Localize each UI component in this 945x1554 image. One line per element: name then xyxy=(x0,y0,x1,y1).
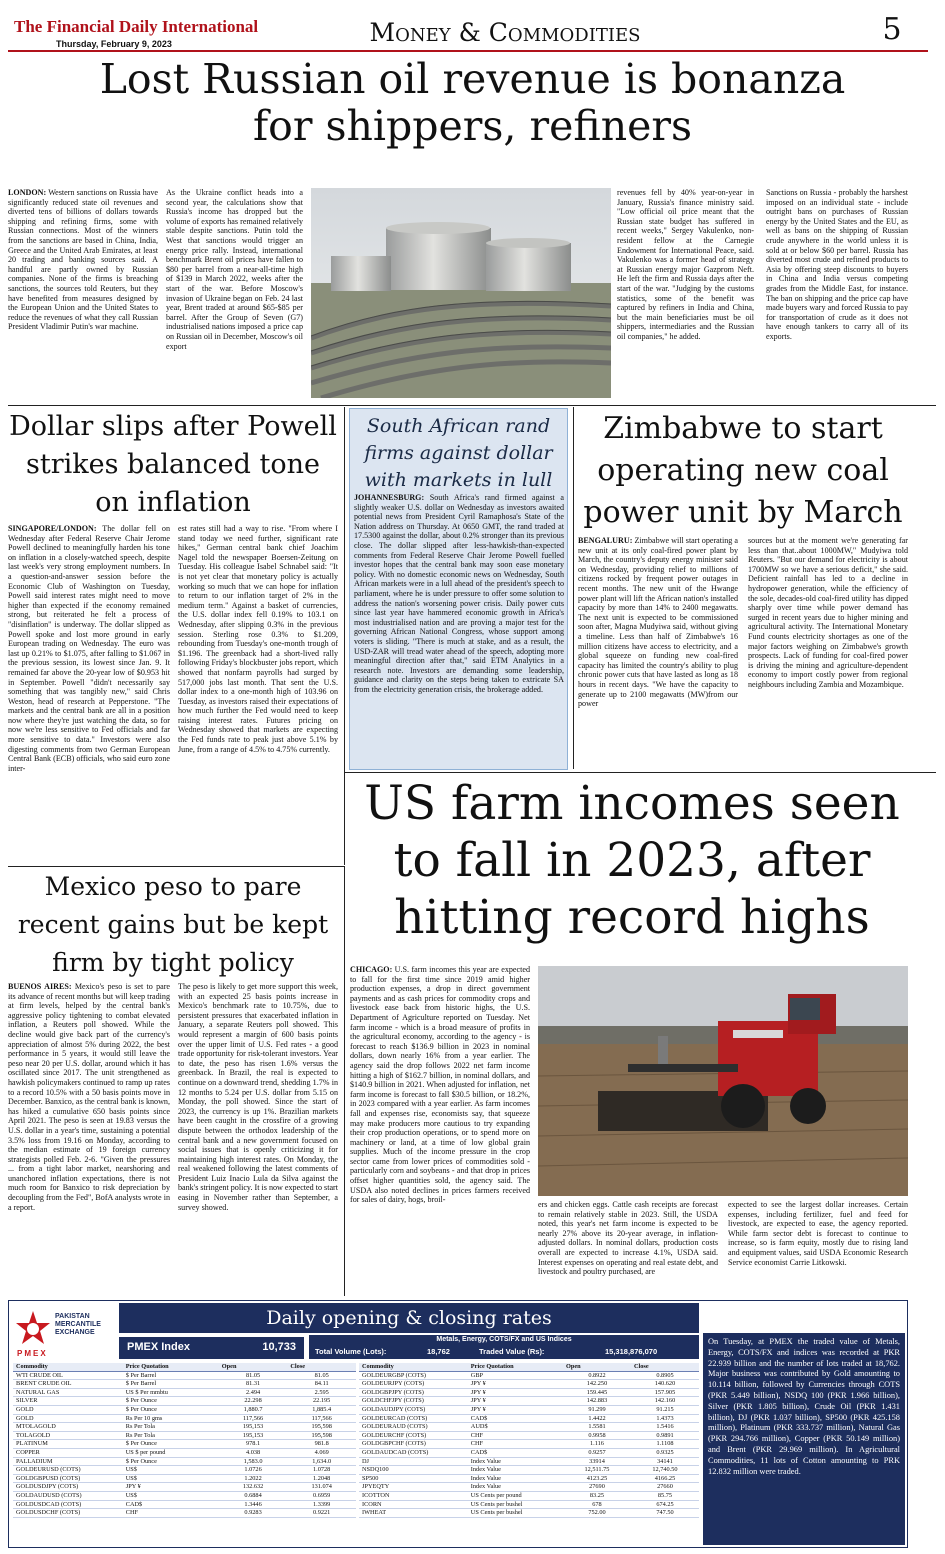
quotation-cell: GBP xyxy=(468,1371,563,1380)
story4-body-1: BENGALURU: Zimbabwe will start operating a new unit at its only coal-fired power plant by March, the country's deputy energy minister said on Wednesday, providing relief to millions of citizens rocked by frequent power outages in recent months. The new unit of the Hwange power plant will lift the African nation's installed capacity by more than 14% to 2400 megawatts. The next unit is expected to be commissioned soon after, Magna Mudyiwa said, without giving a timeline. Less than half of Zimbabwe's 16 million citizens have access to electricity, and a global squeeze on funding new coal-fired capacity has limited the country's ability to plug chronic power cuts that have lasted as long as 18 hours in recent days. "We have the capacity to generate up to 2100 megawatts (MW)from our power xyxy=(578,536,738,709)
commodity-cell: BRENT CRUDE OIL xyxy=(13,1380,123,1389)
close-cell: 85.75 xyxy=(631,1491,699,1500)
story2-column-1 xyxy=(8,524,170,864)
close-cell: 747.50 xyxy=(631,1509,699,1518)
story1-bottom-rule xyxy=(8,405,936,406)
rates-panel xyxy=(8,1300,908,1548)
metals-title: Metals, Energy, COTS/FX and US Indices xyxy=(436,1336,572,1343)
story3-headline: South African rand firms against dollar with markets in lull xyxy=(364,415,553,491)
quotation-cell: CHF xyxy=(468,1431,563,1440)
rates-left-body xyxy=(13,1371,356,1517)
page-number: 5 xyxy=(882,12,902,47)
story5-right-rule xyxy=(344,866,345,1296)
story5-top-rule xyxy=(8,866,345,867)
close-cell: 91.215 xyxy=(631,1405,699,1414)
commodity-cell: IWHEAT xyxy=(359,1509,468,1518)
story1-column-4 xyxy=(766,188,908,400)
close-cell: 157.905 xyxy=(631,1388,699,1397)
rates-row xyxy=(359,1491,699,1500)
story1-column-3 xyxy=(617,188,754,400)
close-cell: 117,566 xyxy=(287,1414,356,1423)
quotation-cell: CHF xyxy=(123,1509,219,1518)
story6-column-2 xyxy=(538,1200,718,1295)
commodity-cell: GOLD xyxy=(13,1414,123,1423)
commodity-cell: GOLDGBPUSD (COTS) xyxy=(13,1474,123,1483)
close-cell: 1.5416 xyxy=(631,1423,699,1432)
story5-headline: Mexico peso to pare recent gains but be kept firm by tight policy xyxy=(17,872,329,977)
rates-row xyxy=(359,1466,699,1475)
story2-headline: Dollar slips after Powell strikes balanced tone on inflation xyxy=(9,411,337,518)
dateline: BUENOS AIRES: xyxy=(8,982,72,991)
rates-banner xyxy=(119,1303,699,1333)
story5-body-1: BUENOS AIRES: Mexico's peso is set to pare its advance of recent months but will keep trading at firm levels, helped by the central bank's aggressive policy tightening to combat elevated inflation, a Reuters poll showed. While the decline would give back part of the currency's appreciation of almost 5% during 2022, the best performance in 5 years, it would still leave the peso near 20 per U.S. dollar, around which it has oscillated since 2017. The unit strengthened as hawkish policymakers continued to ramp up rates to a record 10.5% with a 50 basis points move in December. Banxico, as the central bank is known, has hiked a cumulative 650 basis points since April 2021. The peso is seen at 19.83 versus the U.S. dollar in a year's time, sustaining a potential 3.5% loss from 19.16 on Monday, according to the median estimate of 19 foreign currency strategists polled Feb. 2-6. "Given the pressures ... from a tight labor market, nearshoring and unanchored inflation expectations, there is not much room for Banxico to risk depreciation by decoupling from the Fed", BofA analysts wrote in a report. xyxy=(8,982,170,1212)
rates-row xyxy=(359,1440,699,1449)
commodity-cell: GOLDEURCHF (COTS) xyxy=(359,1431,468,1440)
traded-value-label: Traded Value (Rs): xyxy=(479,1347,545,1356)
open-cell: 978.1 xyxy=(219,1440,288,1449)
quotation-cell: Index Value xyxy=(468,1466,563,1475)
story3-right-rule xyxy=(573,407,574,769)
rates-row xyxy=(13,1466,356,1475)
close-cell: 0.9221 xyxy=(287,1509,356,1518)
dateline: CHICAGO: xyxy=(350,965,393,974)
section-title: Money & Commodities xyxy=(369,18,641,47)
quotation-cell: $ Per Barrel xyxy=(123,1380,219,1389)
story6-body-1: CHICAGO: U.S. farm incomes this year are expected to fall for the first time since 2019 amid higher production expenses, a drop in direct government payments and as cash prices for commodity crops and livestock ease back from historic highs, the U.S. Department of Agriculture reported on Tuesday. Net farm income - which is a broad measure of profits in the agricultural economy, according to the agency - is forecast to reach $136.9 billion in 2023 in nominal dollars, down nearly 16% from a year earlier. The agency said the drop follows 2022 net farm income hitting a high of $162.7 billion, in nominal dollars, and $140.9 billion in 2021. When adjusted for inflation, net farm income is forecast to fall $30.5 billion, or 18.2%, in 2023 compared with a year earlier. As farm incomes fall and expenses rise, economists say, that squeeze may make producers more cautious to try expanding their crop production operations, or to spend more on machinery or land, at a time of low global grain supplies. Much of the income pressure in the crop sector came from lower prices of commodities sold - particularly corn and soybeans - and that drop in prices offset higher quantities sold, the agency said. The USDA also noted declines in prices farmers received for sales of dairy, hogs, broil- xyxy=(350,965,530,1205)
story1-column-2 xyxy=(166,188,303,400)
story4-body-2: sources but at the moment we're generating far less than that..about 1000MW," Mudyiwa told Reuters. "But our demand for electricity is about 1700MW so we have a serious deficit," she said. Deficient rainfall has led to a decline in hydropower generation, while the efficiency of the sole, decades-old coal-fired utility has dipped sharply over time while power demand has surged in recent years due to higher mining and agricultural activity. The International Monetary Fund counts electricity shortages as one of the major factors weighing on Zimbabwe's growth prospects. Lack of funding for coal-fired power is driving the mining and agriculture-dependent economy to import costly power from regional neighbours including Zambia and Mozambique. xyxy=(748,536,908,689)
metals-header xyxy=(309,1335,699,1359)
rates-row xyxy=(359,1388,699,1397)
commodity-cell: GOLDEURAUD (COTS) xyxy=(359,1423,468,1432)
quotation-cell: US $ Per mmbtu xyxy=(123,1388,219,1397)
pmex-star-icon xyxy=(13,1309,53,1349)
open-cell: 33914 xyxy=(563,1457,631,1466)
close-cell: 1.0728 xyxy=(287,1466,356,1475)
open-cell: 1.116 xyxy=(563,1440,631,1449)
commodity-cell: GOLDCHFJPY (COTS) xyxy=(359,1397,468,1406)
rates-row xyxy=(359,1483,699,1492)
close-cell: 131.074 xyxy=(287,1483,356,1492)
pmex-index-label: PMEX Index xyxy=(127,1341,190,1353)
rates-table-right xyxy=(359,1363,699,1543)
open-cell: 752.00 xyxy=(563,1509,631,1518)
rates-left-header-row xyxy=(13,1363,356,1371)
close-cell: 34141 xyxy=(631,1457,699,1466)
rates-row xyxy=(359,1423,699,1432)
open-cell: 1.0726 xyxy=(219,1466,288,1475)
quotation-cell: CHF xyxy=(468,1440,563,1449)
close-cell: 1.1108 xyxy=(631,1440,699,1449)
quotation-cell: JPY ¥ xyxy=(123,1483,219,1492)
commodity-cell: WTI CRUDE OIL xyxy=(13,1371,123,1380)
rates-row xyxy=(13,1388,356,1397)
open-cell: 22.298 xyxy=(219,1397,288,1406)
rates-row xyxy=(359,1371,699,1380)
commodity-cell: ICORN xyxy=(359,1500,468,1509)
commodity-cell: GOLDGBPJPY (COTS) xyxy=(359,1388,468,1397)
masthead xyxy=(0,0,945,54)
col-close: Close xyxy=(631,1363,699,1371)
open-cell: 83.25 xyxy=(563,1491,631,1500)
story1-headline xyxy=(10,56,935,150)
story1-body-1: LONDON: Western sanctions on Russia have significantly reduced state oil revenues and diverted tens of billions of dollars towards shipping and refining firms, some with Russian connections. Most of the winners from the sanctions are based in China, India, Greece and the United Arab Emirates, at least 20 trading and banking sources said. A handful are partly owned by Russian companies. None of the firms is breaching sanctions, the sources told Reuters, but they have benefited from measures designed by the European Union and the United States to reduce the revenues of what they call Russian President Vladimir Putin's war machine. xyxy=(8,188,158,332)
pmex-logo xyxy=(13,1305,113,1361)
rates-row xyxy=(13,1431,356,1440)
rates-row xyxy=(13,1440,356,1449)
close-cell: 1.3399 xyxy=(287,1500,356,1509)
rates-row xyxy=(13,1500,356,1509)
story6-column-1 xyxy=(350,965,530,1295)
quotation-cell: Index Value xyxy=(468,1483,563,1492)
rand-box xyxy=(349,408,568,770)
commodity-cell: DJ xyxy=(359,1457,468,1466)
quotation-cell: CAD$ xyxy=(468,1414,563,1423)
quotation-cell: JPY ¥ xyxy=(468,1388,563,1397)
open-cell: 142.250 xyxy=(563,1380,631,1389)
col-open: Open xyxy=(219,1363,288,1371)
open-cell: 142.883 xyxy=(563,1397,631,1406)
commodity-cell: ICOTTON xyxy=(359,1491,468,1500)
close-cell: 4166.25 xyxy=(631,1474,699,1483)
commodity-cell: GOLDUSDCHF (COTS) xyxy=(13,1509,123,1518)
quotation-cell: Rs Per Tola xyxy=(123,1431,219,1440)
story4-headline: Zimbabwe to start operating new coal power unit by March xyxy=(583,411,903,530)
story1-column-1 xyxy=(8,188,158,400)
col-commodity: Commodity xyxy=(13,1363,123,1371)
close-cell: 1.4373 xyxy=(631,1414,699,1423)
story6-body-3: expected to see the largest dollar increases. Certain expenses, including fertilizer, fuel and feed for livestock, are expected to ease, the agency reported. While farm sector debt is forecast to continue to increase, so is farm equity, mostly due to rising land and equipment values, said USDA Economic Research Service economist Carrie Litkowski. xyxy=(728,1200,908,1267)
open-cell: 195,153 xyxy=(219,1423,288,1432)
quotation-cell: US$ xyxy=(123,1491,219,1500)
open-cell: 159.445 xyxy=(563,1388,631,1397)
open-cell: 1,583.0 xyxy=(219,1457,288,1466)
commodity-cell: MTOLAGOLD xyxy=(13,1423,123,1432)
rates-row xyxy=(13,1509,356,1518)
close-cell: 22.195 xyxy=(287,1397,356,1406)
rates-row xyxy=(13,1371,356,1380)
traded-value-value: 15,318,876,070 xyxy=(605,1347,658,1356)
quotation-cell: US Cents per bushel xyxy=(468,1500,563,1509)
open-cell: 1,880.7 xyxy=(219,1405,288,1414)
story4-column-2 xyxy=(748,536,908,768)
open-cell: 4.038 xyxy=(219,1448,288,1457)
dateline: SINGAPORE/LONDON: xyxy=(8,524,97,533)
close-cell: 142.160 xyxy=(631,1397,699,1406)
open-cell: 12,511.75 xyxy=(563,1466,631,1475)
dateline: BENGALURU: xyxy=(578,536,633,545)
oil-refinery-photo xyxy=(311,188,611,398)
rates-row xyxy=(13,1483,356,1492)
story3-body: JOHANNESBURG: South Africa's rand firmed against a slightly weaker U.S. dollar on Wednesday as investors awaited potential news from President Cyril Ramaphosa's State of the Nation address on Thursday. At 0650 GMT, the rand traded at 17.5300 against the dollar, about 0.2% stronger than its previous close. The dollar slipped after less-hawkish-than-expected comments from Federal Reserve Chair Jerome Powell fuelled investor hopes that the central bank may soon ease monetary policy. With no domestic economic news on Wednesday, South African markets were in a lull ahead of the president's speech to parliament, where he is under pressure to offer some solution to address the nation's worsening power crisis. Daily power cuts since last year have hammered economic growth in Africa's most industrialised nation and are proving a major test for the governing African National Congress, whose support among voters is sliding. "There is much at stake, and as a result, the USD-ZAR will tread water ahead of the speech, adopting more meaningful direction after that," said ETM Analytics in a research note. Investors are demanding some leadership, guidance and clarity on the steps being taken to extricate SA from the electricity generation crisis, the brokerage added. xyxy=(354,493,564,694)
open-cell: 132.632 xyxy=(219,1483,288,1492)
story2-column-2 xyxy=(178,524,338,864)
rates-row xyxy=(359,1457,699,1466)
rates-row xyxy=(13,1457,356,1466)
rates-row xyxy=(13,1423,356,1432)
close-cell: 674.25 xyxy=(631,1500,699,1509)
quotation-cell: CAD$ xyxy=(123,1500,219,1509)
commodity-cell: NSDQ100 xyxy=(359,1466,468,1475)
commodity-cell: PLATINUM xyxy=(13,1440,123,1449)
rates-row xyxy=(359,1397,699,1406)
rates-row xyxy=(359,1474,699,1483)
story2-body-2: est rates still had a way to rise. "From where I stand today we need further, significant rate hikes," German central bank chief Joachim Nagel told the newspaper Boersen-Zeitung on Tuesday. His colleague Isabel Schnabel said: "It is not yet clear that monetary policy is actually working so much that we can hope for inflation to return to our inflation target of 2% in the medium term." Against a basket of currencies, the U.S. dollar index fell 0.19% to 103.1 on Wednesday, after slipping 0.3% in the previous session. Sterling rose 0.3% to $1.209, rebounding from Tuesday's one-month trough of $1.196. The greenback had a short-lived rally following Friday's blockbuster jobs report, which showed that nonfarm payrolls had surged by 517,000 jobs last month. That sent the U.S. dollar index to a one-month high of 103.96 on Tuesday, as investors raised their expectations of how much further the Fed would need to keep raising interest rates. Futures pricing on Wednesday showed that markets are expecting the Fed funds rate to peak just above 5.1% by June, from a range of 4.5% to 4.75% currently. xyxy=(178,524,338,754)
open-cell: 91.299 xyxy=(563,1405,631,1414)
rates-summary: On Tuesday, at PMEX the traded value of Metals, Energy, COTS/FX and indices was recorded at PKR 22.939 billion and the number of lots traded at 18,762. Major business was contributed by Gold amounting to 10.114 billion, followed by Currencies through COTS (PKR 5.449 billion), NSDQ 100 (PKR 1.966 billion), Silver (PKR 1.805 billion), Crude Oil (PKR 1.431 billion), DJ (PKR 1.037 billion), SP500 (PKR 425.158 million), Platinum (PKR 333.737 million), Natural Gas (PKR 294.766 million), Copper (PKR 50.149 million) and Brent (PKR 29.969 million). In Agricultural Commodities, 11 lots of Cotton amounting to PRK 12.832 million were traded. xyxy=(708,1337,900,1476)
quotation-cell: US$ xyxy=(123,1474,219,1483)
close-cell: 1.2048 xyxy=(287,1474,356,1483)
rates-row xyxy=(359,1414,699,1423)
col-commodity: Commodity xyxy=(359,1363,468,1371)
rates-summary-box xyxy=(703,1333,905,1545)
commodity-cell: GOLDUSDCAD (COTS) xyxy=(13,1500,123,1509)
open-cell: 27690 xyxy=(563,1483,631,1492)
quotation-cell: Index Value xyxy=(468,1457,563,1466)
commodity-cell: SILVER xyxy=(13,1397,123,1406)
pmex-index-bar xyxy=(119,1337,304,1359)
commodity-cell: GOLDAUDCAD (COTS) xyxy=(359,1448,468,1457)
open-cell: 1.3446 xyxy=(219,1500,288,1509)
dateline: LONDON: xyxy=(8,188,47,197)
story2-body-1: SINGAPORE/LONDON: The dollar fell on Wednesday after Federal Reserve Chair Jerome Powell declined to meaningfully harden his tone on inflation in a closely-watched speech, despite last week's very strong employment numbers. In a question-and-answer session before the Economic Club of Washington on Tuesday, Powell said interest rates might need to move higher than expected if the economy remained strong, but reiterated he felt a process of "disinflation" is underway. The dollar slipped as Powell spoke and lost more ground in early European trading on Wednesday. The euro was last up 0.21% to $1.075, after falling to $1.067 in the previous session, its lowest since Jan. 9. It remained far above the 20-year low of $0.953 hit in September. Powell "didn't necessarily say something that was tangibly new," said Chris Weston, head of research at Pepperstone. "The markets and the central bank are all in a position now where they're just watching the data, so for now we're less sensitive to Fed officials and far more sensitive to data." Investors were also digesting comments from two German European Central Bank (ECB) officials, who said euro zone inter- xyxy=(8,524,170,773)
masthead-rule xyxy=(8,50,928,52)
story6-body-2: ers and chicken eggs. Cattle cash receipts are forecast to remain relatively stable in 2023. Still, the USDA noted, this year's net farm income is expected to be nearly 27% above its 20-year average, in inflation-adjusted dollars. In nominal dollars, production costs overall are expected to increase 4.1%, USDA said. Interest expenses on operating and real estate debt, and livestock and poultry purchased, are xyxy=(538,1200,718,1277)
close-cell: 0.9325 xyxy=(631,1448,699,1457)
quotation-cell: Rs Per 10 gms xyxy=(123,1414,219,1423)
open-cell: 4123.25 xyxy=(563,1474,631,1483)
pmex-index-value: 10,733 xyxy=(262,1341,296,1353)
col-close: Close xyxy=(287,1363,356,1371)
close-cell: 195,598 xyxy=(287,1431,356,1440)
rates-row xyxy=(359,1405,699,1414)
quotation-cell: $ Per Ounce xyxy=(123,1405,219,1414)
story4-bottom-rule xyxy=(345,772,936,773)
commodity-cell: GOLDEURJPY (COTS) xyxy=(359,1380,468,1389)
quotation-cell: JPY ¥ xyxy=(468,1380,563,1389)
close-cell: 0.8905 xyxy=(631,1371,699,1380)
rates-row xyxy=(359,1509,699,1518)
open-cell: 195,153 xyxy=(219,1431,288,1440)
open-cell: 81.05 xyxy=(219,1371,288,1380)
open-cell: 0.8922 xyxy=(563,1371,631,1380)
quotation-cell: JPY ¥ xyxy=(468,1405,563,1414)
commodity-cell: TOLAGOLD xyxy=(13,1431,123,1440)
quotation-cell: US Cents per bushel xyxy=(468,1509,563,1518)
close-cell: 4.069 xyxy=(287,1448,356,1457)
story1-headline-line1: Lost Russian oil revenue is bonanza xyxy=(99,55,846,103)
dateline: JOHANNESBURG: xyxy=(354,493,425,502)
paper-name: The Financial Daily International xyxy=(14,17,259,36)
quotation-cell: $ Per Ounce xyxy=(123,1397,219,1406)
open-cell: 1.2022 xyxy=(219,1474,288,1483)
commodity-cell: COPPER xyxy=(13,1448,123,1457)
open-cell: 2.494 xyxy=(219,1388,288,1397)
refinery-image xyxy=(311,188,611,398)
close-cell: 2.595 xyxy=(287,1388,356,1397)
commodity-cell: GOLDEURGBP (COTS) xyxy=(359,1371,468,1380)
rates-row xyxy=(359,1500,699,1509)
rates-row xyxy=(13,1474,356,1483)
col-price-quotation: Price Quotation xyxy=(468,1363,563,1371)
close-cell: 981.8 xyxy=(287,1440,356,1449)
commodity-cell: GOLDEURUSD (COTS) xyxy=(13,1466,123,1475)
rates-row xyxy=(359,1448,699,1457)
quotation-cell: US Cents per pound xyxy=(468,1491,563,1500)
story1-body-4: Sanctions on Russia - probably the harshest imposed on an individual state - include outright bans on purchases of Russian energy by the United States and the EU, as well as bans on the shipping of Russian crude anywhere in the world unless it is sold at or below $60 per barrel. Russia has diverted most crude and refined products to Asia by offering steep discounts to buyers in China and India versus competing grades from the Middle East, for instance. The ban on shipping and the price cap have made buyers wary and forced Russia to pay for transportation of crude as it does not have enough tankers to carry all of its exports. xyxy=(766,188,908,341)
close-cell: 84.11 xyxy=(287,1380,356,1389)
rates-row xyxy=(13,1491,356,1500)
quotation-cell: Rs Per Tola xyxy=(123,1423,219,1432)
story1-body-3: revenues fell by 40% year-on-year in January, Russia's finance ministry said. "Low official oil price meant that the Russian state budget has suffered in recent weeks," Sergey Vakulenko, non-resident fellow at the Carnegie Endowment for International Peace, said. Vakulenko was a former head of strategy at Russian energy major Gazprom Neft. He left the firm and Russia days after the start of the war. "Judging by the customs statistics, some of the benefit was captured by refiners in India and China, but the main beneficiaries must be oil shippers, intermediaries and the Russian oil companies," he added. xyxy=(617,188,754,341)
quotation-cell: $ Per Barrel xyxy=(123,1371,219,1380)
close-cell: 81.05 xyxy=(287,1371,356,1380)
issue-date: Thursday, February 9, 2023 xyxy=(56,39,172,49)
open-cell: 1.5581 xyxy=(563,1423,631,1432)
story6-column-3 xyxy=(728,1200,908,1295)
quotation-cell: US $ per pound xyxy=(123,1448,219,1457)
close-cell: 27660 xyxy=(631,1483,699,1492)
rates-banner-title: Daily opening & closing rates xyxy=(266,1307,552,1329)
harvester-image xyxy=(538,966,908,1196)
close-cell: 140.620 xyxy=(631,1380,699,1389)
open-cell: 0.6884 xyxy=(219,1491,288,1500)
commodity-cell: GOLD xyxy=(13,1405,123,1414)
open-cell: 1.4422 xyxy=(563,1414,631,1423)
open-cell: 81.31 xyxy=(219,1380,288,1389)
open-cell: 117,566 xyxy=(219,1414,288,1423)
rates-row xyxy=(13,1397,356,1406)
story5-column-2 xyxy=(178,982,338,1292)
commodity-cell: JPYEQTY xyxy=(359,1483,468,1492)
commodity-cell: PALLADIUM xyxy=(13,1457,123,1466)
close-cell: 0.6959 xyxy=(287,1491,356,1500)
col-open: Open xyxy=(563,1363,631,1371)
rates-row xyxy=(359,1431,699,1440)
rates-table-left xyxy=(13,1363,356,1543)
story1-body-2: As the Ukraine conflict heads into a second year, the calculations show that Russia's income has dropped but the volume of exports has remained relatively stable despite sanctions. Putin told the West that sanctions would trigger an energy price rally. Instead, international benchmark Brent oil prices have fallen to $80 per barrel from a near-all-time high of $139 in March 2022, weeks after the start of the war. Before Moscow's invasion of Ukraine began on Feb. 24 last year, Brent traded at around $65-$85 per barrel. After the Group of Seven (G7) industrialised nations imposed a price cap on Russian oil in December, Moscow's oil export xyxy=(166,188,303,351)
rates-row xyxy=(13,1405,356,1414)
close-cell: 1,885.4 xyxy=(287,1405,356,1414)
close-cell: 12,740.50 xyxy=(631,1466,699,1475)
rates-table-left-grid xyxy=(13,1363,356,1518)
rates-right-body xyxy=(359,1371,699,1517)
story5-column-1 xyxy=(8,982,170,1292)
commodity-cell: NATURAL GAS xyxy=(13,1388,123,1397)
rates-row xyxy=(13,1380,356,1389)
rates-row xyxy=(359,1380,699,1389)
story2-right-rule xyxy=(344,407,345,865)
story1-headline-line2: for shippers, refiners xyxy=(252,102,693,150)
quotation-cell: $ Per Ounce xyxy=(123,1457,219,1466)
story4-column-1 xyxy=(578,536,738,768)
story3-column xyxy=(354,493,564,767)
story5-body-2: The peso is likely to get more support this week, with an expected 25 basis points increase in Mexico's benchmark rate to 10.75%, due to persistent pressures that exacerbated inflation in January, a separate Reuters poll showed. This would represent a margin of 600 basis points over the upper limit of U.S. Fed rates - a good trade opportunity for risk-tolerant investors. Year to date, the peso has risen 1.6% versus the greenback. In Brazil, the real is expected to continue on a downward trend, shedding 1.7% in 12 months to 5.24 per U.S. dollar from 5.15 on Monday, the poll showed. Since the start of 2023, the currency is up 1%. Brazilian markets have been caught in the crossfire of a growing dispute between the orthodox leadership of the central bank and a new government focused on social issues that is openly criticizing it for maintaining high interest rates. On Monday, the real weakened following the latest comments of President Luiz Inacio Lula da Silva against the bank's stringent policy. It is now expected to start easing in November rather than September, a survey showed. xyxy=(178,982,338,1212)
close-cell: 1,634.0 xyxy=(287,1457,356,1466)
commodity-cell: SP500 xyxy=(359,1474,468,1483)
commodity-cell: GOLDGBPCHF (COTS) xyxy=(359,1440,468,1449)
quotation-cell: AUD$ xyxy=(468,1423,563,1432)
quotation-cell: CAD$ xyxy=(468,1448,563,1457)
close-cell: 0.9891 xyxy=(631,1431,699,1440)
open-cell: 0.9958 xyxy=(563,1431,631,1440)
total-volume-value: 18,762 xyxy=(427,1347,450,1356)
open-cell: 0.9283 xyxy=(219,1509,288,1518)
quotation-cell: $ Per Ounce xyxy=(123,1440,219,1449)
quotation-cell: Index Value xyxy=(468,1474,563,1483)
open-cell: 0.9257 xyxy=(563,1448,631,1457)
commodity-cell: GOLDEURCAD (COTS) xyxy=(359,1414,468,1423)
commodity-cell: GOLDUSDJPY (COTS) xyxy=(13,1483,123,1492)
rates-table-right-grid xyxy=(359,1363,699,1518)
total-volume-label: Total Volume (Lots): xyxy=(315,1347,387,1356)
quotation-cell: US$ xyxy=(123,1466,219,1475)
rates-row xyxy=(13,1414,356,1423)
rates-row xyxy=(13,1448,356,1457)
commodity-cell: GOLDAUDJPY (COTS) xyxy=(359,1405,468,1414)
open-cell: 678 xyxy=(563,1500,631,1509)
pmex-logo-acronym: PMEX xyxy=(17,1349,48,1358)
close-cell: 195,598 xyxy=(287,1423,356,1432)
quotation-cell: JPY ¥ xyxy=(468,1397,563,1406)
rates-right-header-row xyxy=(359,1363,699,1371)
harvester-photo xyxy=(538,966,908,1196)
commodity-cell: GOLDAUDUSD (COTS) xyxy=(13,1491,123,1500)
story6-headline: US farm incomes seen to fall in 2023, after hitting record highs xyxy=(364,776,900,945)
pmex-logo-text: PAKISTAN MERCANTILE EXCHANGE xyxy=(55,1313,101,1336)
col-price-quotation: Price Quotation xyxy=(123,1363,219,1371)
